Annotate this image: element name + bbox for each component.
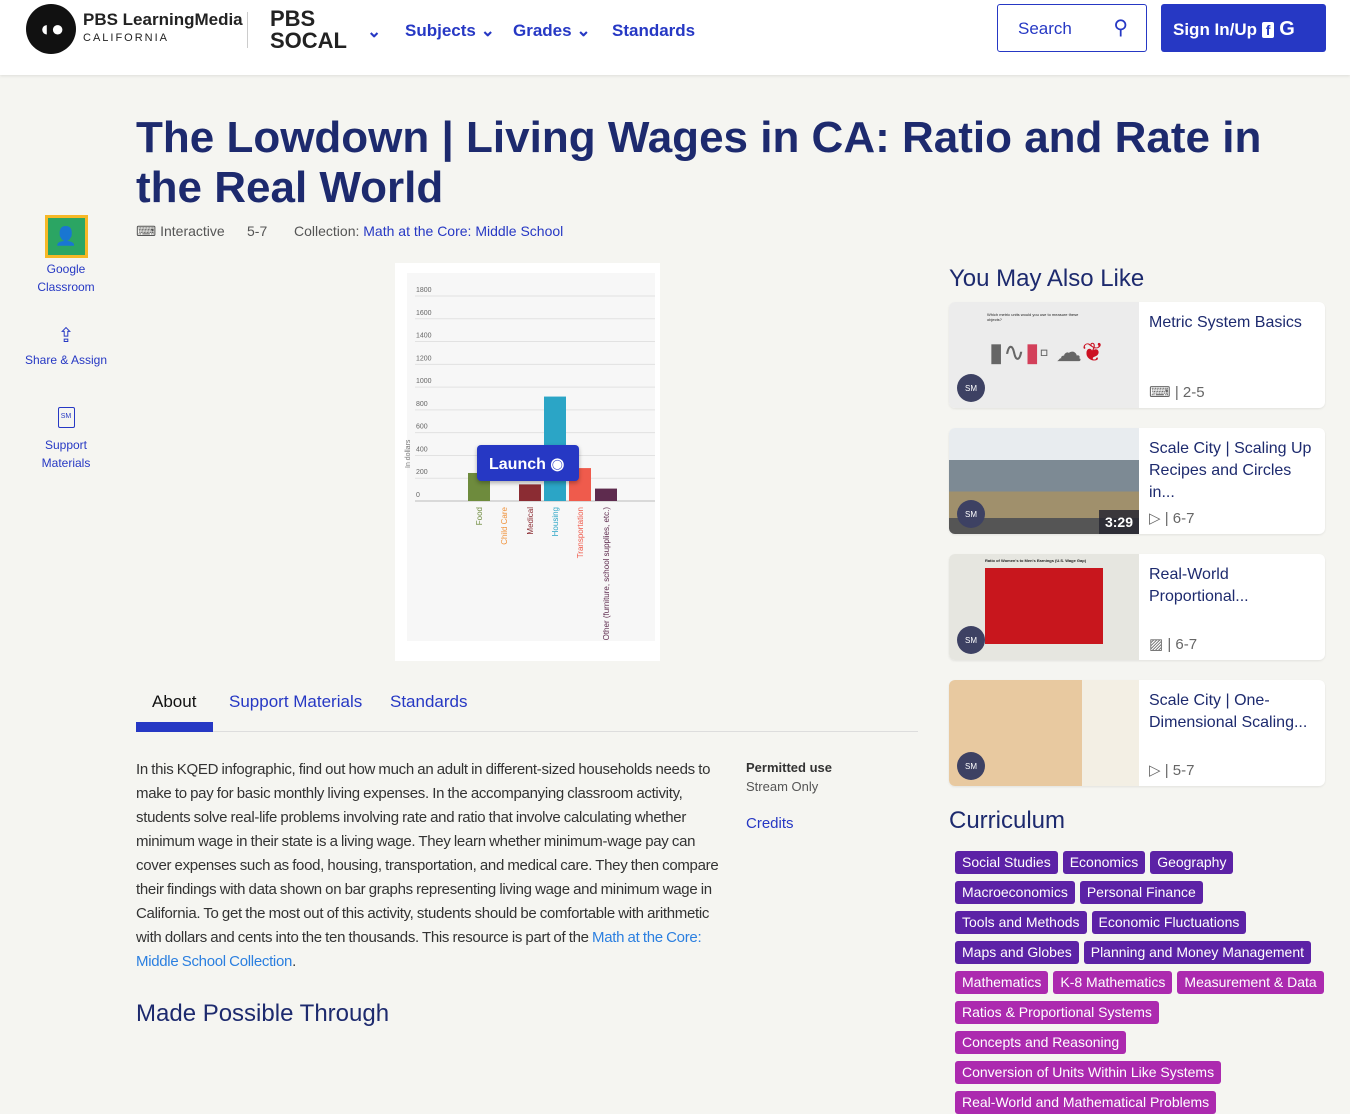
support-materials-button[interactable] [16, 407, 116, 472]
station-logo[interactable] [270, 8, 347, 52]
y-axis-label: In dollars [405, 439, 412, 468]
x-tick-label: Food [475, 507, 484, 526]
nav-label: Subjects [405, 21, 476, 40]
also-like-heading: You May Also Like [949, 265, 1145, 292]
nav-subjects[interactable]: Subjects ⌄ [405, 21, 495, 40]
eye-icon: ◉ [550, 456, 565, 473]
y-tick-label: 1200 [416, 355, 432, 363]
google-icon: G [1279, 18, 1295, 40]
thumbnail [949, 680, 1139, 786]
station-top: PBS [270, 6, 316, 31]
x-tick-label: Transportation [576, 507, 585, 559]
page-title: The Lowdown | Living Wages in CA: Ratio and Rate in the Real World [136, 113, 1262, 212]
permitted-use-value: Stream Only [746, 779, 819, 794]
card-title: Real-World Proportional... [1149, 566, 1249, 605]
x-tick-label: Child Care [500, 507, 509, 545]
x-tick-label: Medical [526, 507, 535, 535]
type-label: Interactive [160, 223, 225, 239]
permitted-use-label: Permitted use [746, 760, 832, 775]
description: In this KQED infographic, find out how much an adult in different-sized households needs to make to pay for basic monthly living expenses. In the accompanying classroom activity, students solve real-life problems involving rate and ratio that involve calculating whether minimum wage in their state is a living wage. They learn whether minimum-wage pay can cover expenses such as food, housing, transportation, and medical care. They then compare their findings with data shown on bar graphs representing living wage and minimum wage in California. To get the most out of this activity, students should be comfortable with arithmetic with dollars and cents into the ten thousands. This resource is part of the Math at the Core: Middle School Collection. [136, 761, 719, 970]
support-materials-icon: SM [58, 407, 75, 428]
share-assign-button[interactable] [16, 327, 116, 369]
interactive-icon: ⌨ [1149, 384, 1171, 401]
curriculum-tags [955, 851, 1335, 1114]
curriculum-tag[interactable]: Concepts and Reasoning [955, 1031, 1126, 1054]
made-possible-heading: Made Possible Through [136, 1000, 390, 1027]
site-header [0, 0, 1350, 75]
curriculum-tag[interactable]: Real-World and Mathematical Problems [955, 1091, 1216, 1114]
card-grades: ▨ | 6-7 [1149, 636, 1198, 653]
description-collection-link[interactable]: Math at the Core: Middle School Collection [136, 929, 702, 970]
card-title: Scale City | Scaling Up Recipes and Circles in... [1149, 440, 1312, 501]
nav-grades[interactable]: Grades ⌄ [513, 21, 591, 40]
share-icon: ⇪ [57, 325, 75, 347]
card-title: Metric System Basics [1149, 314, 1302, 331]
support-label: Support Materials [41, 438, 91, 470]
thumbnail [949, 428, 1139, 534]
description-text: In this KQED infographic, find out how much an adult in different-sized households needs to make to pay for basic monthly living expenses. In the accompanying classroom activity, students solve real-life problems involving rate and ratio that involve calculating whether minimum wage in their state is a living wage. They learn whether minimum-wage pay can cover expenses such as food, housing, transportation, and medical care. They then compare their findings with data shown on bar graphs representing living wage and minimum wage in California. To get the most out of this activity, students should be comfortable with arithmetic with dollars and cents into the ten thousands. This resource is part of the [136, 761, 719, 946]
nav-standards[interactable]: Standards [612, 21, 696, 40]
thumb-caption: Ratio of Women's to Men's Earnings (U.S. Wage Gap) [985, 558, 1087, 563]
sign-in-button[interactable] [1161, 4, 1326, 52]
bar [595, 489, 617, 501]
y-tick-label: 800 [416, 400, 428, 408]
support-materials-badge-icon: SM [957, 626, 985, 654]
curriculum-tag[interactable]: Measurement & Data [1177, 971, 1323, 994]
search-button[interactable] [997, 4, 1147, 52]
grade-label: 6-7 [1172, 510, 1195, 527]
pbs-logo-icon[interactable]: ◖● [26, 4, 76, 54]
nav-label: Grades [513, 21, 572, 40]
grade-label: 5-7 [1172, 762, 1195, 779]
card-grades: ▷ | 5-7 [1149, 762, 1195, 779]
support-materials-badge-icon: SM [957, 752, 985, 780]
card-grades: ▷ | 6-7 [1149, 510, 1195, 527]
video-icon: ▷ [1149, 510, 1161, 527]
facebook-icon: f [1262, 22, 1275, 38]
card-title: Scale City | One-Dimensional Scaling... [1149, 692, 1308, 731]
collection [294, 223, 563, 239]
curriculum-tag[interactable]: Economics [1063, 851, 1145, 874]
search-icon: ⚲ [1113, 17, 1128, 39]
thumbnail [949, 554, 1139, 660]
recommendation-card[interactable] [949, 428, 1325, 534]
y-tick-label: 400 [416, 446, 428, 454]
grade-label: 6-7 [1175, 636, 1198, 653]
tabs-divider [136, 731, 918, 732]
sign-in-label: Sign In/Up [1173, 20, 1258, 39]
curriculum-tag[interactable]: Social Studies [955, 851, 1058, 874]
card-grades: ⌨ | 2-5 [1149, 384, 1205, 401]
thumb-caption: Which metric units would you use to measure these objects? [987, 312, 1079, 322]
image-icon: ▨ [1149, 636, 1164, 653]
about-content [136, 758, 726, 1028]
curriculum-tag[interactable]: Maps and Globes [955, 941, 1079, 964]
curriculum-tag[interactable]: Conversion of Units Within Like Systems [955, 1061, 1221, 1084]
resource-type [136, 223, 225, 240]
y-tick-label: 1800 [416, 287, 432, 294]
google-classroom-icon: 👤 [45, 215, 88, 258]
y-tick-label: 600 [416, 423, 428, 431]
share-label: Share & Assign [24, 353, 108, 367]
curriculum-tag[interactable]: Economic Fluctuations [1092, 911, 1247, 934]
curriculum-tag[interactable]: Macroeconomics [955, 881, 1075, 904]
interactive-icon: ⌨ [136, 223, 157, 239]
curriculum-heading: Curriculum [949, 807, 1066, 834]
google-classroom-button[interactable] [16, 215, 116, 296]
y-tick-label: 1000 [416, 378, 432, 386]
y-tick-label: 0 [416, 492, 420, 499]
curriculum-tag[interactable]: K-8 Mathematics [1053, 971, 1172, 994]
thumbnail: Which metric units would you use to measure these objects? ▮∿▮▫ ☁❦ SM [949, 302, 1139, 408]
station-chevron-icon[interactable]: ⌄ [367, 22, 382, 41]
tab-standards[interactable]: Standards [390, 692, 468, 711]
support-materials-badge-icon: SM [957, 374, 985, 402]
station-bottom: SOCAL [270, 28, 347, 53]
curriculum-tag[interactable]: Mathematics [955, 971, 1048, 994]
google-classroom-label: Google Classroom [37, 262, 95, 294]
logo-subtitle: CALIFORNIA [83, 32, 170, 44]
active-tab-indicator [136, 722, 213, 732]
curriculum-tag[interactable]: Tools and Methods [955, 911, 1087, 934]
search-label: Search [1018, 19, 1072, 38]
recommendation-card[interactable] [949, 302, 1325, 408]
grade-range: 5-7 [247, 223, 268, 239]
grade-label: 2-5 [1182, 384, 1205, 401]
collection-label: Collection: [294, 223, 360, 239]
x-tick-label: Other (furniture, school supplies, etc.) [602, 507, 611, 641]
tab-support-materials[interactable]: Support Materials [229, 692, 363, 711]
recommendation-card[interactable] [949, 554, 1325, 660]
bar [519, 484, 541, 501]
y-tick-label: 200 [416, 469, 428, 477]
launch-label: Launch [489, 456, 546, 473]
y-tick-label: 1600 [416, 309, 432, 317]
curriculum-tag[interactable]: Ratios & Proportional Systems [955, 1001, 1159, 1024]
recommendation-card[interactable] [949, 680, 1325, 786]
support-materials-badge-icon: SM [957, 500, 985, 528]
y-tick-label: 1400 [416, 332, 432, 340]
collection-link[interactable]: Math at the Core: Middle School [363, 223, 564, 239]
curriculum-tag[interactable]: Personal Finance [1080, 881, 1203, 904]
launch-button[interactable] [477, 445, 579, 481]
video-icon: ▷ [1149, 762, 1161, 779]
logo-title[interactable]: PBS LearningMedia [83, 10, 243, 29]
credits-link[interactable]: Credits [746, 815, 794, 832]
curriculum-tag[interactable]: Planning and Money Management [1084, 941, 1311, 964]
divider [247, 12, 248, 48]
x-tick-label: Housing [551, 507, 560, 537]
curriculum-tag[interactable]: Geography [1150, 851, 1233, 874]
video-duration: 3:29 [1099, 510, 1139, 534]
tab-about[interactable]: About [152, 692, 197, 711]
